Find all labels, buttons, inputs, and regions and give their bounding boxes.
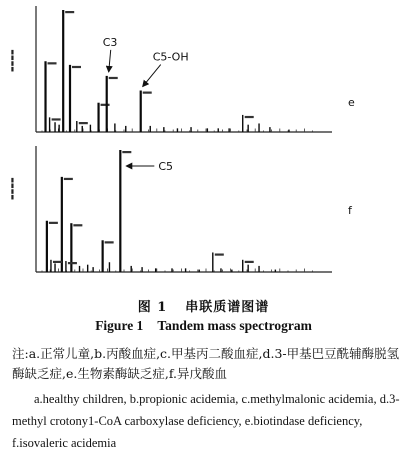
- peak-label-mark: [143, 92, 152, 94]
- peak-label-mark: [73, 224, 82, 226]
- figure-number-en: Figure 1: [95, 318, 144, 333]
- peak-label-mark: [245, 116, 254, 118]
- figure-caption-chinese: [0, 296, 407, 315]
- figure-number-zh: 图 1: [137, 300, 168, 315]
- annotation-arrow: [143, 65, 161, 87]
- peak-label-mark: [105, 241, 114, 243]
- peak-label-mark: [79, 122, 88, 124]
- peak-label-mark: [215, 253, 224, 255]
- peak-label-mark: [109, 77, 118, 79]
- peak-label-mark: [122, 151, 131, 153]
- peak-label-mark: [64, 178, 73, 180]
- peak-annotation: C5: [158, 160, 174, 173]
- figure-note-chinese: 注:a.正常儿童,b.丙酸血症,c.甲基丙二酸血症,d.3-甲基巴豆酰辅酶脱氢酶缺乏症,e.生物素酶缺乏症,f.异戊酸血: [12, 346, 400, 381]
- annotation-arrow: [109, 50, 111, 72]
- peak-annotation: C3: [102, 35, 118, 49]
- peak-annotation: C5-OH: [152, 50, 189, 64]
- peak-label-mark: [48, 62, 57, 64]
- y-axis-label: ▬▬▬▬: [9, 177, 16, 200]
- spectrum-panel-e: [9, 6, 355, 132]
- panel-label: e: [348, 96, 355, 109]
- peak-label-mark: [72, 66, 81, 68]
- y-axis-label: ▬▬▬▬: [9, 49, 16, 72]
- peak-label-mark: [52, 118, 61, 120]
- peak-label-mark: [245, 261, 254, 263]
- spectrum-panel-f: [9, 146, 353, 272]
- peak-label-mark: [65, 11, 74, 13]
- panel-label: f: [348, 204, 352, 217]
- figure-title-en: Tandem mass spectrogram: [157, 318, 312, 333]
- peak-label-mark: [68, 262, 77, 264]
- peak-label-mark: [101, 104, 110, 106]
- peak-label-mark: [49, 222, 58, 224]
- peak-label-mark: [53, 261, 62, 263]
- figure-caption-english: [0, 318, 407, 334]
- figure-title-zh: 串联质谱图谱: [185, 300, 270, 315]
- figure-note-english: a.healthy children, b.propionic acidemia, c.methylmalonic acidemia, d.3-methyl crotony1-CoA carboxylase deficiency, e.biotindase deficiency, f.isovaleric acidemia: [12, 392, 400, 450]
